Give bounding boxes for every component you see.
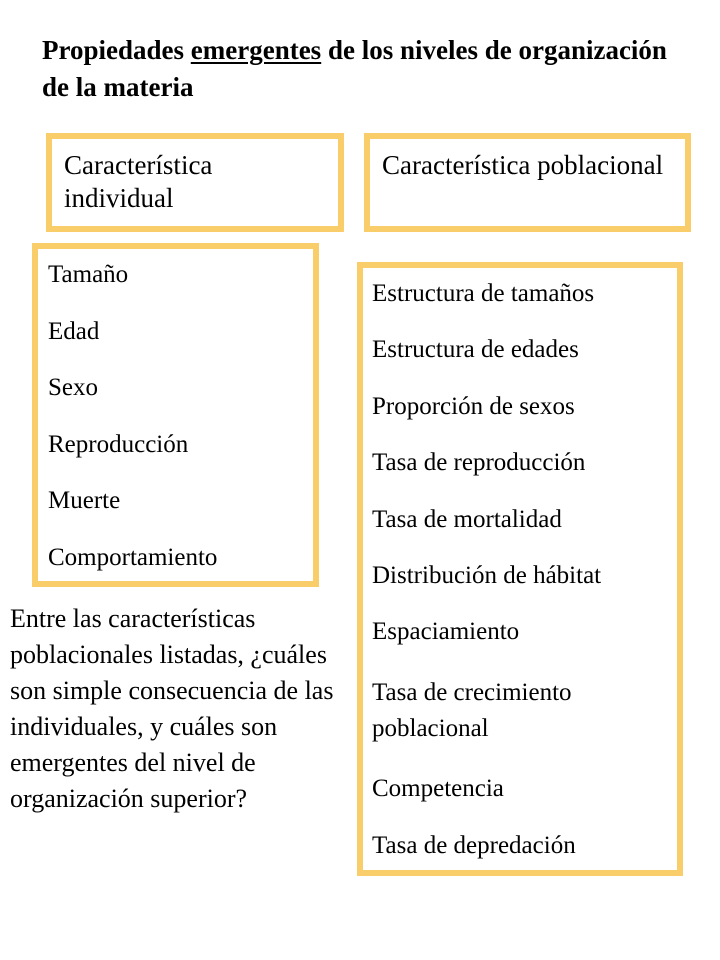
individual-characteristics-list — [32, 243, 319, 587]
list-item-tamano: Tamaño — [48, 261, 129, 288]
list-item-estructura-tamanos: Estructura de tamaños — [372, 280, 595, 307]
list-item-tasa-mortalidad: Tasa de mortalidad — [372, 505, 562, 533]
header-poblacional-label: Característica poblacional — [382, 150, 664, 180]
list-item-tasa-depredacion: Tasa de depredación — [372, 831, 576, 859]
list-item-edad: Edad — [48, 317, 100, 345]
list-item-sexo: Sexo — [48, 374, 98, 401]
list-item-tasa-crecimiento: Tasa de crecimiento poblacional — [372, 678, 572, 742]
list-item-competencia: Competencia — [372, 775, 504, 803]
title-part-1: Propiedades — [42, 35, 191, 65]
list-item-distribucion-habitat: Distribución de hábitat — [372, 561, 602, 589]
list-item-tasa-reproduccion: Tasa de reproducción — [372, 449, 586, 477]
title-underlined-word: emergentes — [190, 35, 322, 65]
title-part-2: de los niveles de organización de la materia — [42, 35, 667, 102]
list-item-proporcion-sexos: Proporción de sexos — [372, 392, 575, 420]
header-poblacional-box — [364, 133, 691, 232]
list-item-reproduccion: Reproducción — [48, 430, 189, 458]
page-title — [42, 32, 682, 106]
list-item-muerte: Muerte — [48, 487, 121, 514]
list-item-comportamiento: Comportamiento — [48, 543, 218, 571]
list-item-estructura-edades: Estructura de edades — [372, 336, 579, 364]
header-individual-box — [46, 133, 344, 232]
question-text: Entre las características poblacionales listadas, ¿cuáles son simple consecuencia de las individuales, y cuáles son emergentes del nivel de organización superior? — [10, 604, 334, 813]
header-individual-label: Característica individual — [64, 150, 213, 213]
list-item-espaciamiento: Espaciamiento — [372, 618, 520, 646]
population-characteristics-list — [357, 262, 683, 876]
